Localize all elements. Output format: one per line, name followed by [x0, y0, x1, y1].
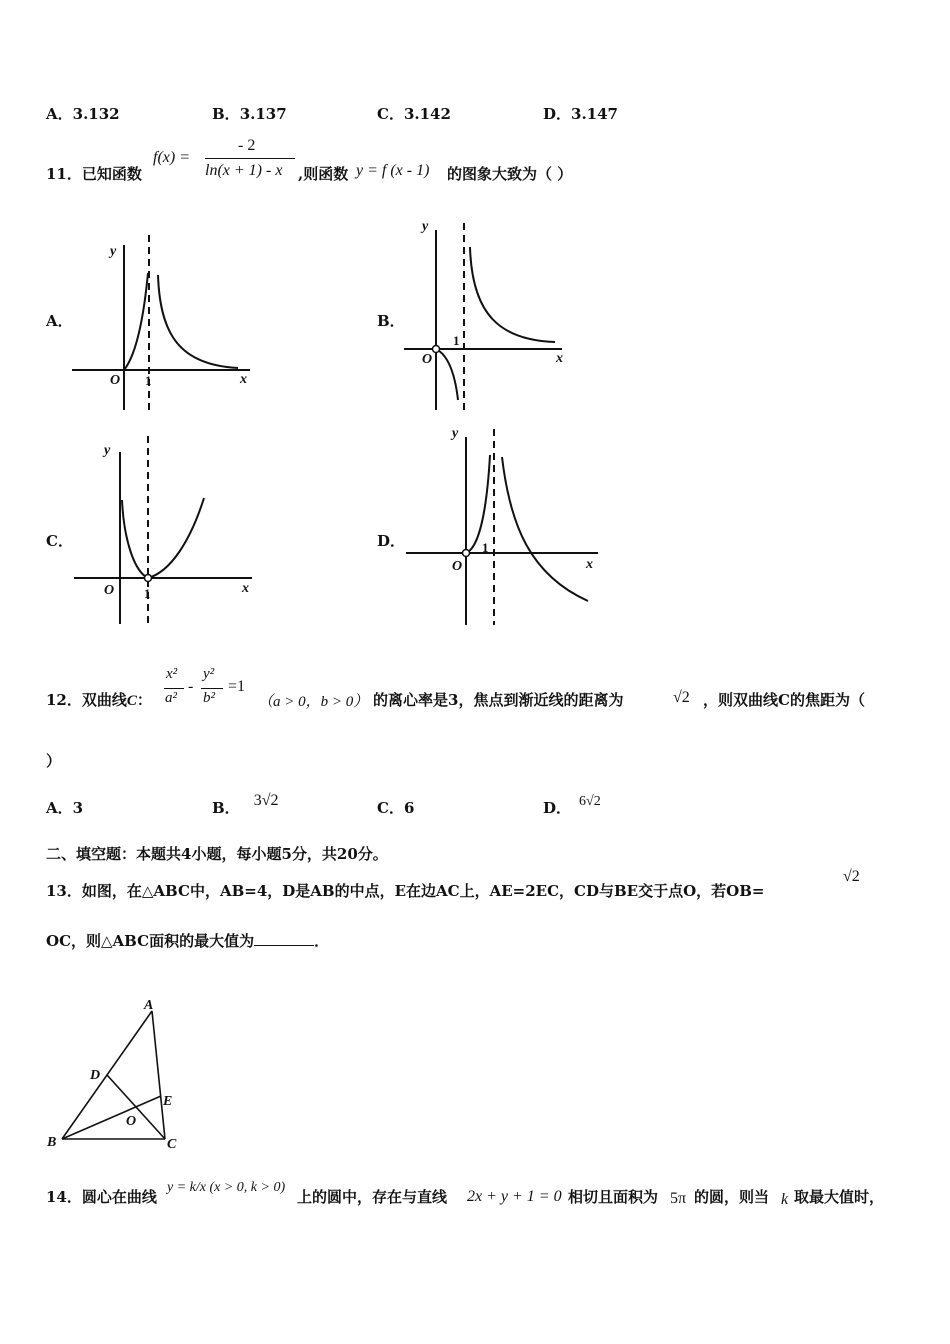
graph-c-label: C． [46, 532, 73, 550]
q12-option-b: B． 3√2 [212, 792, 279, 817]
q12-stem-post: ，则双曲线C的焦距为（ [703, 691, 865, 709]
svg-text:x: x [556, 351, 563, 366]
q10-option-a: A．3.132 [46, 105, 120, 123]
svg-text:x: x [240, 372, 247, 387]
svg-text:y: y [422, 219, 429, 234]
q11-stem-post: 的图象大致为（ ） [447, 165, 573, 183]
q12-b2: b² [203, 690, 215, 706]
q12-minus: - [188, 678, 194, 695]
svg-text:O: O [104, 583, 115, 598]
svg-text:1: 1 [482, 540, 489, 555]
q12-option-c: C．6 [377, 799, 415, 817]
svg-text:D: D [90, 1068, 101, 1083]
graph-d [400, 425, 600, 630]
svg-text:A: A [144, 998, 154, 1013]
q12-close-paren: ） [46, 752, 62, 770]
q11-numerator: - 2 [238, 137, 256, 154]
q12-cond: （a > 0，b > 0） [258, 694, 369, 710]
svg-text:1: 1 [144, 586, 151, 601]
q11-number: 11．已知函数 [46, 165, 142, 183]
q11-stem-mid: ,则函数 [298, 165, 349, 183]
svg-text:B: B [47, 1135, 57, 1150]
q12-option-a: A．3 [46, 799, 84, 817]
q14-k: k [781, 1191, 789, 1208]
graph-d-label: D． [377, 532, 406, 550]
svg-text:x: x [586, 557, 593, 572]
svg-text:1: 1 [145, 373, 152, 388]
q11-denominator: ln(x + 1) - x [205, 162, 283, 179]
q12-option-d: D． 6√2 [543, 794, 601, 817]
q12-y2: y² [203, 666, 215, 682]
q14-line: 2x + y + 1 = 0 [467, 1188, 562, 1205]
svg-text:O: O [126, 1114, 137, 1129]
q12-frac2-bar [201, 688, 223, 689]
svg-text:1: 1 [453, 333, 460, 348]
q10-option-c: C．3.142 [377, 105, 451, 123]
q14-stem-mid3: 的圆，则当 [694, 1188, 770, 1206]
graph-a [60, 225, 260, 415]
q14-stem-post: 取最大值时， [794, 1188, 885, 1206]
answer-blank[interactable] [254, 931, 314, 946]
q12-frac1-bar [164, 688, 184, 689]
q11-func2: y = f (x - 1) [356, 162, 430, 179]
graph-b [400, 215, 575, 415]
graph-a-label: A． [46, 312, 73, 330]
svg-text:O: O [452, 559, 463, 574]
q11-func-lhs: f(x) = [153, 149, 190, 166]
q14-stem-mid: 上的圆中，存在与直线 [297, 1188, 448, 1206]
graph-c [60, 432, 260, 627]
q14-stem-mid2: 相切且面积为 [568, 1188, 659, 1206]
q12-eq1: =1 [228, 678, 246, 695]
svg-text:E: E [163, 1094, 173, 1109]
section2-heading: 二、填空题：本题共4小题，每小题5分，共20分。 [46, 845, 388, 863]
svg-text:y: y [110, 244, 117, 259]
q14-curve: y = k/x (x > 0, k > 0) [167, 1180, 286, 1195]
svg-text:y: y [104, 443, 111, 458]
q10-option-d: D．3.147 [543, 105, 618, 123]
svg-text:y: y [452, 426, 459, 441]
triangle-figure [40, 995, 200, 1155]
q13-line2: OC，则△ABC面积的最大值为 ． [46, 932, 330, 950]
graph-b-label: B． [377, 312, 405, 330]
q12-sqrt2: √2 [673, 689, 690, 706]
svg-text:C: C [167, 1137, 177, 1152]
q12-stem-mid: 的离心率是3，焦点到渐近线的距离为 [373, 691, 624, 709]
q13-sqrt2: √2 [843, 868, 860, 885]
q14-number: 14．圆心在曲线 [46, 1188, 157, 1206]
q12-number: 12．双曲线C： [46, 691, 152, 709]
svg-text:x: x [242, 581, 249, 596]
q13-line1: 13．如图，在△ABC中，AB=4，D是AB的中点，E在边AC上，AE=2EC，CD与BE交于点O，若OB= [46, 882, 765, 900]
q10-option-b: B．3.137 [212, 105, 287, 123]
q12-x2: x² [166, 666, 178, 682]
q14-area: 5π [670, 1190, 687, 1207]
svg-text:O: O [422, 352, 433, 367]
q11-fraction-bar [205, 158, 295, 159]
svg-text:O: O [110, 373, 121, 388]
q12-a2: a² [165, 690, 177, 706]
